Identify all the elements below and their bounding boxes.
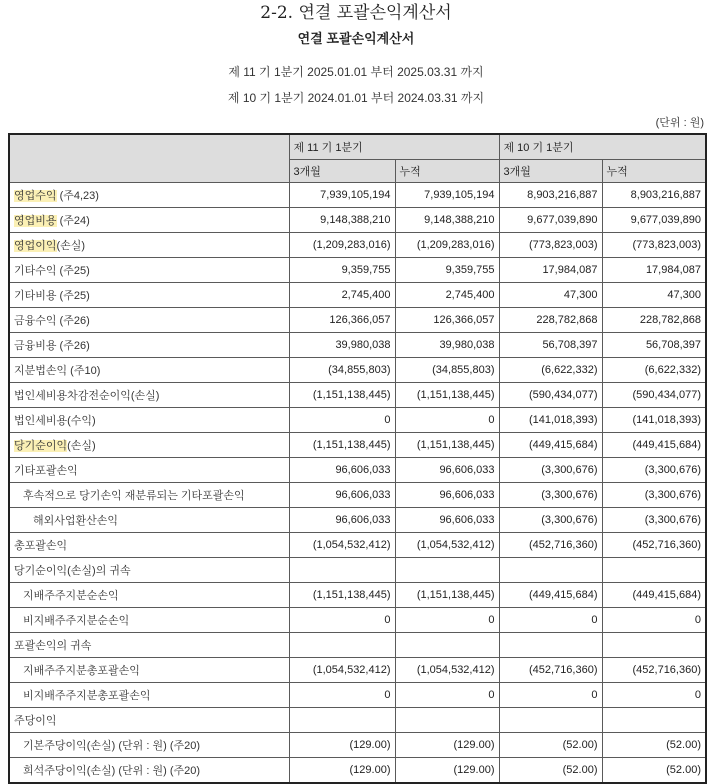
row-label-text: 주당이익	[14, 715, 57, 727]
income-statement-table	[8, 133, 707, 784]
reporting-period-prior: 제 10 기 1분기 2024.01.01 부터 2024.03.31 까지	[227, 91, 485, 105]
subcolumn-3month-prior: 3개월	[499, 160, 602, 183]
row-value: 96,606,033	[395, 483, 499, 508]
table-row	[9, 408, 706, 433]
row-value: 56,708,397	[499, 333, 602, 358]
row-label-text: 지분법손익 (주10)	[14, 365, 101, 377]
row-value: (6,622,332)	[499, 358, 602, 383]
row-value: 9,677,039,890	[602, 208, 706, 233]
row-value: (452,716,360)	[499, 658, 602, 683]
row-value: 2,745,400	[395, 283, 499, 308]
row-label-text: (손실)	[56, 240, 86, 252]
row-value: (34,855,803)	[289, 358, 395, 383]
row-label-highlight: 영업수익	[14, 190, 57, 202]
row-label-highlight: 영업이익	[14, 240, 57, 252]
row-value: 39,980,038	[289, 333, 395, 358]
table-row	[9, 658, 706, 683]
table-row	[9, 483, 706, 508]
row-value: (452,716,360)	[602, 658, 706, 683]
row-label-text: 당기순이익(손실)의 귀속	[14, 565, 131, 577]
statement-subtitle: 연결 포괄손익계산서	[297, 31, 415, 46]
row-label-highlight: 영업비용	[14, 215, 57, 227]
table-body	[9, 183, 706, 784]
row-value: (3,300,676)	[499, 508, 602, 533]
row-label-text: 기타비용 (주25)	[14, 290, 90, 302]
row-label-text: 총포괄손익	[14, 540, 68, 552]
row-value: (1,151,138,445)	[289, 383, 395, 408]
row-label-highlight: 당기순이익	[14, 440, 68, 452]
row-label-text: 법인세비용(수익)	[14, 415, 96, 427]
row-label-text: (주24)	[56, 215, 90, 227]
row-label	[9, 708, 289, 733]
row-value: (52.00)	[499, 733, 602, 758]
row-value: 9,148,388,210	[395, 208, 499, 233]
row-value: 96,606,033	[395, 458, 499, 483]
row-label	[9, 233, 289, 258]
row-label-text: 희석주당이익(손실) (단위 : 원) (주20)	[23, 765, 201, 777]
row-value	[289, 633, 395, 658]
row-value: 96,606,033	[395, 508, 499, 533]
row-label-text: (손실)	[67, 440, 96, 452]
subcolumn-cumulative-current: 누적	[395, 160, 499, 183]
row-value: 9,677,039,890	[499, 208, 602, 233]
row-label-text: 해외사업환산손익	[33, 515, 119, 527]
row-value: 47,300	[499, 283, 602, 308]
table-row	[9, 183, 706, 208]
row-label	[9, 458, 289, 483]
row-value: (3,300,676)	[602, 458, 706, 483]
row-value: (1,151,138,445)	[395, 383, 499, 408]
row-label-text: 비지배주주지분총포괄손익	[23, 690, 151, 702]
row-value: 0	[499, 683, 602, 708]
row-label	[9, 533, 289, 558]
row-value: 7,939,105,194	[395, 183, 499, 208]
row-value: (449,415,684)	[602, 583, 706, 608]
row-label	[9, 558, 289, 583]
row-label	[9, 658, 289, 683]
row-value	[395, 558, 499, 583]
column-group-prior-period: 제 10 기 1분기	[499, 134, 706, 160]
row-value	[395, 708, 499, 733]
row-value: (6,622,332)	[602, 358, 706, 383]
row-value: (1,054,532,412)	[289, 658, 395, 683]
table-row	[9, 733, 706, 758]
document-header	[0, 0, 712, 111]
row-value: 0	[289, 608, 395, 633]
row-value	[602, 633, 706, 658]
column-group-current-period: 제 11 기 1분기	[289, 134, 499, 160]
table-row	[9, 333, 706, 358]
table-row	[9, 583, 706, 608]
row-value: 96,606,033	[289, 508, 395, 533]
row-value: (773,823,003)	[602, 233, 706, 258]
row-value: 0	[602, 683, 706, 708]
row-value: 9,148,388,210	[289, 208, 395, 233]
table-corner-cell	[9, 134, 289, 183]
table-row	[9, 233, 706, 258]
row-value: 228,782,868	[602, 308, 706, 333]
row-value: (141,018,393)	[499, 408, 602, 433]
row-value: 0	[395, 408, 499, 433]
row-value: 126,366,057	[395, 308, 499, 333]
table-row	[9, 683, 706, 708]
row-label	[9, 283, 289, 308]
row-label	[9, 583, 289, 608]
row-value	[289, 558, 395, 583]
table-row	[9, 708, 706, 733]
row-label	[9, 758, 289, 784]
row-value: (129.00)	[289, 733, 395, 758]
row-label-text: 지배주주지분순손익	[23, 590, 119, 602]
row-value: 0	[289, 408, 395, 433]
row-value: 0	[602, 608, 706, 633]
reporting-period-current: 제 11 기 1분기 2025.01.01 부터 2025.03.31 까지	[228, 65, 484, 79]
subcolumn-3month-current: 3개월	[289, 160, 395, 183]
row-value: 228,782,868	[499, 308, 602, 333]
table-row	[9, 383, 706, 408]
row-label	[9, 683, 289, 708]
row-label	[9, 308, 289, 333]
table-row	[9, 558, 706, 583]
row-value: (449,415,684)	[602, 433, 706, 458]
row-value: 96,606,033	[289, 458, 395, 483]
subcolumn-cumulative-prior: 누적	[602, 160, 706, 183]
row-label	[9, 183, 289, 208]
table-row	[9, 283, 706, 308]
row-label-text: 기타수익 (주25)	[14, 265, 90, 277]
row-value: (590,434,077)	[499, 383, 602, 408]
row-label	[9, 408, 289, 433]
row-label	[9, 633, 289, 658]
table-row	[9, 508, 706, 533]
row-value: (141,018,393)	[602, 408, 706, 433]
row-label	[9, 333, 289, 358]
row-label-text: 기타포괄손익	[14, 465, 78, 477]
row-value: (1,209,283,016)	[395, 233, 499, 258]
row-label-text: 후속적으로 당기손익 재분류되는 기타포괄손익	[23, 490, 245, 502]
row-value: (449,415,684)	[499, 583, 602, 608]
table-row	[9, 533, 706, 558]
row-value: (773,823,003)	[499, 233, 602, 258]
row-value: (452,716,360)	[602, 533, 706, 558]
row-value: 0	[499, 608, 602, 633]
row-label	[9, 733, 289, 758]
row-label-text: 금융수익 (주26)	[14, 315, 90, 327]
unit-note: (단위 : 원)	[655, 117, 704, 129]
row-label	[9, 433, 289, 458]
row-value: (1,151,138,445)	[395, 583, 499, 608]
row-value	[499, 708, 602, 733]
row-value: 8,903,216,887	[499, 183, 602, 208]
table-row	[9, 358, 706, 383]
row-value: 17,984,087	[499, 258, 602, 283]
row-value: (1,209,283,016)	[289, 233, 395, 258]
table-row	[9, 308, 706, 333]
row-value: 8,903,216,887	[602, 183, 706, 208]
row-value: (590,434,077)	[602, 383, 706, 408]
row-value: (1,151,138,445)	[289, 433, 395, 458]
row-value: (3,300,676)	[499, 458, 602, 483]
row-label-text: 포괄손익의 귀속	[14, 640, 92, 652]
row-value: 56,708,397	[602, 333, 706, 358]
row-value: 17,984,087	[602, 258, 706, 283]
row-value: 0	[395, 608, 499, 633]
row-value: (1,054,532,412)	[395, 533, 499, 558]
row-value: (449,415,684)	[499, 433, 602, 458]
row-value: 0	[395, 683, 499, 708]
row-label-text: 지배주주지분총포괄손익	[23, 665, 140, 677]
row-value	[499, 558, 602, 583]
row-value: 96,606,033	[289, 483, 395, 508]
row-value: (129.00)	[289, 758, 395, 784]
row-label-text: 기본주당이익(손실) (단위 : 원) (주20)	[23, 740, 201, 752]
row-value: 9,359,755	[395, 258, 499, 283]
table-row	[9, 608, 706, 633]
page-title: 2-2. 연결 포괄손익계산서	[260, 3, 452, 23]
row-value: (3,300,676)	[499, 483, 602, 508]
table-row	[9, 633, 706, 658]
row-label-text: 금융비용 (주26)	[14, 340, 90, 352]
row-value	[602, 558, 706, 583]
table-row	[9, 758, 706, 784]
row-value: (52.00)	[602, 733, 706, 758]
row-value: (52.00)	[602, 758, 706, 784]
table-row	[9, 258, 706, 283]
row-value	[499, 633, 602, 658]
row-value: 7,939,105,194	[289, 183, 395, 208]
row-value	[395, 633, 499, 658]
row-label	[9, 608, 289, 633]
row-value: (3,300,676)	[602, 483, 706, 508]
row-label	[9, 383, 289, 408]
row-value: 126,366,057	[289, 308, 395, 333]
row-value: (452,716,360)	[499, 533, 602, 558]
row-value: (129.00)	[395, 733, 499, 758]
table-row	[9, 208, 706, 233]
row-value: (1,054,532,412)	[395, 658, 499, 683]
header-row-periods	[9, 134, 706, 160]
row-value: (3,300,676)	[602, 508, 706, 533]
row-value: (1,151,138,445)	[289, 583, 395, 608]
row-label	[9, 208, 289, 233]
row-label	[9, 508, 289, 533]
row-value: 0	[289, 683, 395, 708]
row-value: (1,054,532,412)	[289, 533, 395, 558]
row-value	[289, 708, 395, 733]
row-label	[9, 258, 289, 283]
table-row	[9, 458, 706, 483]
row-value: (129.00)	[395, 758, 499, 784]
row-value: 2,745,400	[289, 283, 395, 308]
row-label	[9, 483, 289, 508]
row-label-text: 법인세비용차감전순이익(손실)	[14, 390, 160, 402]
row-label	[9, 358, 289, 383]
row-value: 47,300	[602, 283, 706, 308]
row-value: 39,980,038	[395, 333, 499, 358]
row-value	[602, 708, 706, 733]
row-label-text: (주4,23)	[56, 190, 99, 202]
row-label-text: 비지배주주지분순손익	[23, 615, 130, 627]
table-row	[9, 433, 706, 458]
row-value: (1,151,138,445)	[395, 433, 499, 458]
row-value: 9,359,755	[289, 258, 395, 283]
row-value: (52.00)	[499, 758, 602, 784]
row-value: (34,855,803)	[395, 358, 499, 383]
